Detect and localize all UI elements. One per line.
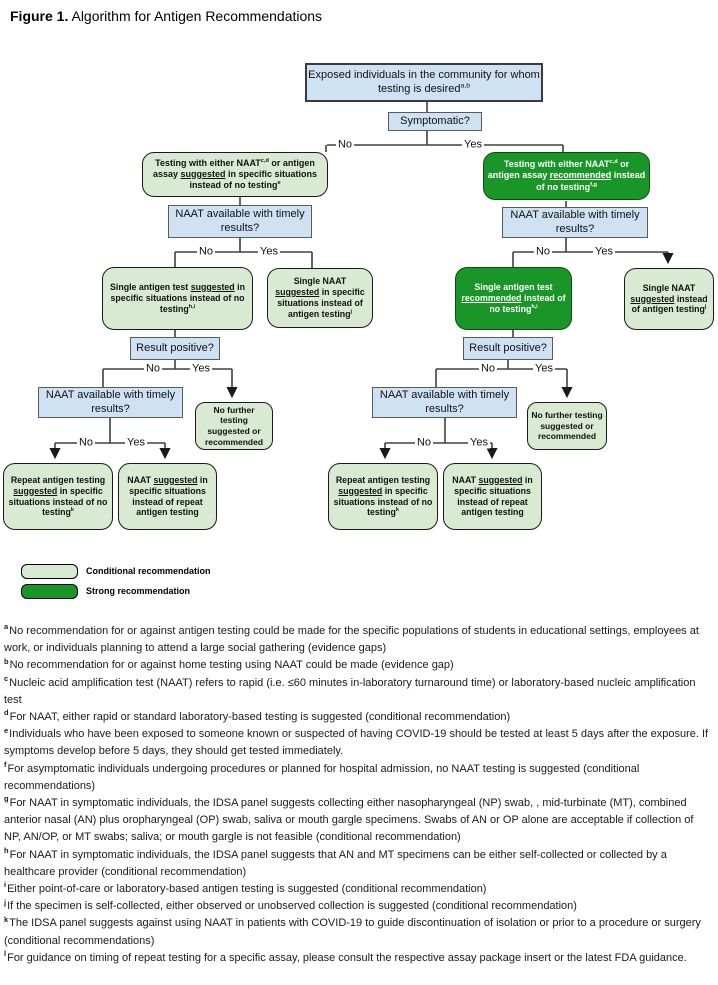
footnote-l-mark: l (4, 949, 7, 959)
node-testing-recommended-text: Testing with either NAAT$^{c,d}$ or antigen assay recommended instead of no testing$^{f,g}$ (487, 159, 646, 192)
footnote-e (4, 726, 712, 760)
node-naat-timely-right (502, 207, 648, 238)
footnote-i-text: Either point-of-care or laboratory-based antigen testing is suggested (conditional recommendation) (7, 883, 487, 896)
edge-label-yes: Yes (260, 245, 278, 258)
legend-label-strong: Strong recommendation (86, 586, 191, 596)
footnote-a-mark: a (4, 622, 9, 632)
footnote-e-text: Individuals who have been exposed to someone known or suspected of having COVID-19 should be tested at least 5 days after the exposure. If symptoms develop before 5 days, they should get tested immediately. (4, 728, 709, 758)
footnote-g (4, 795, 712, 847)
figure-caption: Algorithm for Antigen Recommendations (68, 8, 323, 24)
figure-number: Figure 1. (10, 8, 69, 24)
node-naat-timely-right2 (372, 387, 517, 418)
footnote-k-mark: k (4, 914, 9, 924)
footnote-f-mark: f (4, 759, 7, 769)
footnote-g-mark: g (4, 794, 9, 804)
node-no-further-left (195, 402, 273, 450)
node-repeat-antigen-right (328, 463, 438, 530)
node-naat-timely-left2-text: NAAT available with timely results? (45, 388, 176, 415)
footnote-c-mark: c (4, 673, 9, 683)
footnote-h (4, 847, 712, 881)
footnote-a-text: No recommendation for or against antigen testing could be made for the specific populations of students in educational settings, employees at work, or individuals planning to attend a large social gathering (evidence gaps) (4, 625, 699, 655)
footnotes (4, 623, 712, 967)
node-naat-timely-left2 (38, 387, 183, 418)
footnote-c (4, 675, 712, 709)
footnote-k (4, 915, 712, 949)
edge-label-yes: Yes (127, 436, 145, 449)
node-single-antigen-recommended (455, 267, 572, 330)
node-single-antigen-recommended-text: Single antigen test recommended instead of no testing$^{h,i}$ (461, 282, 566, 314)
legend-swatch-conditional (21, 564, 78, 579)
edge-label-no: No (480, 362, 496, 375)
edge-label-yes: Yes (535, 362, 553, 375)
node-naat-instead-repeat-right (443, 463, 542, 530)
node-single-naat-instead-text: Single NAAT suggested instead of antigen testing$^j$ (630, 282, 708, 315)
node-naat-timely-left-text: NAAT available with timely results? (175, 207, 305, 234)
footnote-e-mark: e (4, 725, 9, 735)
node-testing-suggested (142, 152, 328, 197)
edge-label-yes: Yes (595, 245, 613, 258)
node-testing-recommended (483, 152, 650, 200)
legend-swatch-strong (21, 584, 78, 599)
node-no-further-left-text: No further testing suggested or recommended (204, 404, 264, 447)
node-single-naat-specific-left (267, 268, 373, 328)
node-naat-timely-left (168, 205, 312, 238)
node-naat-instead-repeat-left (118, 463, 217, 530)
footnote-d-mark: d (4, 708, 9, 718)
node-naat-instead-repeat-right-text: NAAT suggested in specific situations instead of repeat antigen testing (452, 474, 533, 518)
edge-label-yes: Yes (192, 362, 210, 375)
node-naat-timely-right2-text: NAAT available with timely results? (379, 388, 510, 415)
node-single-antigen-suggested-text: Single antigen test suggested in specific situations instead of no testing$^{h,i}$ (110, 282, 245, 314)
footnote-b (4, 657, 712, 674)
footnote-d (4, 709, 712, 726)
node-repeat-antigen-left (3, 463, 113, 530)
node-exposed-individuals (305, 63, 543, 102)
node-result-positive-left-text: Result positive? (136, 341, 214, 354)
footnote-j-text: If the specimen is self-collected, either observed or unobserved collection is suggested (conditional recommendation) (7, 900, 577, 913)
node-result-positive-right-text: Result positive? (469, 341, 547, 354)
node-symptomatic-text: Symptomatic? (400, 114, 470, 127)
footnote-b-mark: b (4, 656, 9, 666)
node-exposed-individuals-text: Exposed individuals in the community for whom testing is desired$^{a,b}$ (308, 68, 540, 95)
node-testing-suggested-text: Testing with either NAAT$^{c,d}$ or antigen assay suggested in specific situations instead of no testing$^e$ (152, 157, 318, 191)
footnote-f-text: For asymptomatic individuals undergoing procedures or planned for hospital admission, no NAAT testing is suggested (conditional recommendations) (4, 762, 640, 792)
node-no-further-right (527, 402, 607, 450)
footnote-g-text: For NAAT in symptomatic individuals, the IDSA panel suggests collecting either nasopharyngeal (NP) swab, , mid-turbinate (MT), combined anterior nasal (AN) plus oropharyngeal (OP) swab, saliva or mouth gargle specimens. Swabs of AN or OP alone are acceptable if collection of NP, AN/OP, or MT swabs; saliva; or mouth gargle is not feasible (conditional recommendation) (4, 797, 694, 844)
edge-label-yes: Yes (470, 436, 488, 449)
footnote-b-text: No recommendation for or against home testing using NAAT could be made (evidence gap) (9, 659, 454, 672)
footnote-a (4, 623, 712, 657)
node-single-antigen-suggested (102, 267, 253, 330)
edge-label-no: No (416, 436, 432, 449)
footnote-h-mark: h (4, 845, 9, 855)
node-single-naat-specific-left-text: Single NAAT suggested in specific situations instead of antigen testing$^j$ (275, 276, 365, 319)
node-naat-timely-right-text: NAAT available with timely results? (510, 208, 640, 235)
footnote-i-mark: i (4, 880, 7, 890)
footnote-c-text: Nucleic acid amplification test (NAAT) refers to rapid (i.e. ≤60 minutes in-laboratory turnaround time) or laboratory-based nucleic amplification test (4, 676, 696, 706)
node-symptomatic (388, 112, 482, 131)
footnote-k-text: The IDSA panel suggests against using NAAT in patients with COVID-19 to guide discontinuation of isolation or prior to a procedure or surgery (conditional recommendations) (4, 917, 701, 947)
legend-label-conditional: Conditional recommendation (86, 566, 211, 576)
node-single-naat-instead (624, 268, 714, 330)
node-repeat-antigen-right-text: Repeat antigen testing suggested in specific situations instead of no testing$^k$ (333, 474, 433, 518)
node-result-positive-left (130, 337, 220, 360)
edge-label-no: No (145, 362, 161, 375)
footnote-j-mark: j (4, 897, 7, 907)
footnote-h-text: For NAAT in symptomatic individuals, the IDSA panel suggests that AN and MT specimens can be either self-collected or collected by a healthcare provider (conditional recommendation) (4, 848, 667, 878)
edge-label-no: No (535, 245, 551, 258)
edge-label-no: No (337, 138, 353, 151)
footnote-d-text: For NAAT, either rapid or standard laboratory-based testing is suggested (conditional recommendation) (9, 711, 511, 724)
edge-label-no: No (78, 436, 94, 449)
node-repeat-antigen-left-text: Repeat antigen testing suggested in specific situations instead of no testing$^k$ (8, 474, 108, 518)
footnote-l (4, 950, 712, 967)
footnote-i (4, 881, 712, 898)
node-naat-instead-repeat-left-text: NAAT suggested in specific situations instead of repeat antigen testing (127, 474, 208, 518)
edge-label-no: No (198, 245, 214, 258)
edge-label-yes: Yes (464, 138, 482, 151)
footnote-j (4, 898, 712, 915)
node-result-positive-right (463, 337, 553, 360)
node-no-further-right-text: No further testing suggested or recommended (531, 410, 603, 442)
footnote-f (4, 761, 712, 795)
footnote-l-text: For guidance on timing of repeat testing for a specific assay, please consult the respective assay package insert or the latest FDA guidance. (7, 951, 687, 964)
